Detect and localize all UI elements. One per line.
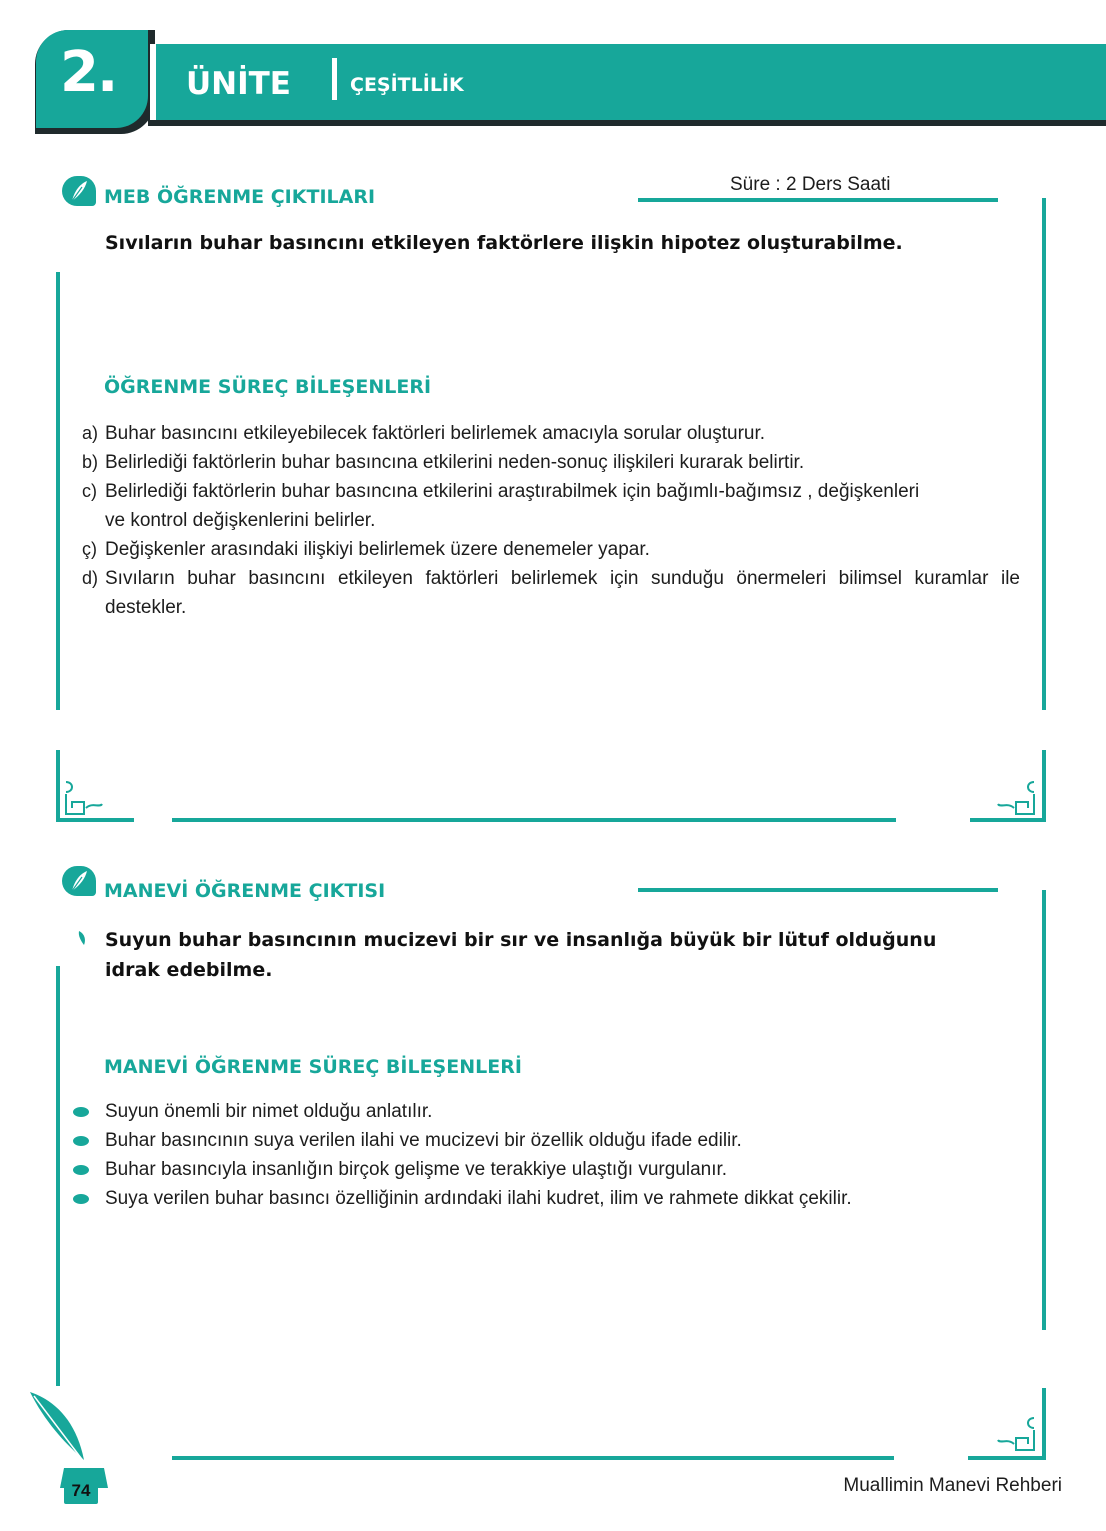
list-item-text: Belirlediği faktörlerin buhar basıncına etkilerini araştırabilmek için bağımlı-bağımsız , değişkenleri ve kontrol değişkenlerini belirler. (105, 481, 920, 531)
manevi-heading: MANEVİ ÖĞRENME ÇIKTISI (104, 880, 386, 902)
list-item-text: Değişkenler arasındaki ilişkiyi belirlemek üzere denemeler yapar. (105, 539, 650, 560)
bullet-dot (73, 1107, 89, 1117)
list-item (105, 1155, 1020, 1184)
book-title: Muallimin Manevi Rehberi (843, 1475, 1062, 1496)
meb-bottom-right-rule (1042, 750, 1046, 822)
bullet-dot (73, 1165, 89, 1175)
list-item (82, 448, 1020, 477)
list-item-text: Buhar basıncını etkileyebilecek faktörleri belirlemek amacıyla sorular oluşturur. (105, 423, 766, 444)
meb-bottom-rule (172, 818, 896, 822)
feather-icon (62, 866, 96, 896)
list-item-text: Suyun önemli bir nimet olduğu anlatılır. (105, 1101, 433, 1122)
manevi-outcome: Suyun buhar basıncının mucizevi bir sır ve insanlığa büyük bir lütuf olduğunu idrak edebilme. (105, 929, 937, 981)
list-item-text: Buhar basıncıyla insanlığın birçok gelişme ve terakkiye ulaştığı vurgulanır. (105, 1159, 728, 1180)
bullet-dot (73, 1194, 89, 1204)
duration-label: Süre : 2 Ders Saati (730, 174, 891, 195)
list-marker: d) (82, 568, 99, 588)
header-separator (332, 58, 337, 100)
bullet-dot (73, 1136, 89, 1146)
meb-bottom-left-rule (56, 750, 60, 820)
list-item (82, 419, 1020, 448)
manevi-top-rule (638, 888, 998, 892)
header-band (150, 44, 1106, 120)
manevi-bottom-rule (172, 1456, 894, 1460)
list-item-text: Belirlediği faktörlerin buhar basıncına etkilerini neden-sonuç ilişkileri kurarak belirtir. (105, 452, 805, 473)
manevi-bottom-right-rule (1042, 1388, 1046, 1460)
meb-left-rule (56, 272, 60, 710)
list-item (82, 477, 1020, 535)
manevi-process-list (105, 1097, 1020, 1213)
meb-process-list (82, 419, 1020, 622)
manevi-process-heading: MANEVİ ÖĞRENME SÜREÇ BİLEŞENLERİ (104, 1056, 522, 1078)
ornament-right-icon (994, 778, 1038, 823)
ornament-right-icon (994, 1414, 1038, 1459)
unit-label: ÜNİTE (186, 66, 291, 102)
list-item (105, 1097, 1020, 1126)
list-marker: ç) (82, 539, 97, 559)
list-marker: c) (82, 481, 97, 501)
list-marker: a) (82, 423, 99, 443)
meb-heading: MEB ÖĞRENME ÇIKTILARI (104, 186, 376, 208)
unit-topic: ÇEŞİTLİLİK (350, 74, 464, 96)
list-item (82, 564, 1020, 622)
list-marker: b) (82, 452, 99, 472)
feather-icon (62, 176, 96, 206)
list-item-text: Sıvıların buhar basıncını etkileyen faktörleri belirlemek için sunduğu önermeleri bilimsel kuramlar ile destekler. (105, 568, 1020, 618)
page-number: 74 (64, 1478, 98, 1504)
manevi-left-rule (56, 966, 60, 1386)
list-item (82, 535, 1020, 564)
meb-process-heading: ÖĞRENME SÜREÇ BİLEŞENLERİ (104, 376, 432, 398)
unit-number: 2. (60, 40, 117, 105)
ornament-left-icon (62, 778, 106, 823)
list-item (105, 1126, 1020, 1155)
list-item-text: Suya verilen buhar basıncı özelliğinin ardındaki ilahi kudret, ilim ve rahmete dikkat çekilir. (105, 1188, 852, 1209)
manevi-right-rule (1042, 890, 1046, 1330)
meb-top-rule (638, 198, 998, 202)
meb-right-rule (1042, 198, 1046, 710)
meb-outcome: Sıvıların buhar basıncını etkileyen faktörlere ilişkin hipotez oluşturabilme. (105, 232, 903, 254)
leaf-bullet-icon (76, 930, 88, 951)
list-item (105, 1184, 1020, 1213)
list-item-text: Buhar basıncının suya verilen ilahi ve mucizevi bir özellik olduğu ifade edilir. (105, 1130, 742, 1151)
